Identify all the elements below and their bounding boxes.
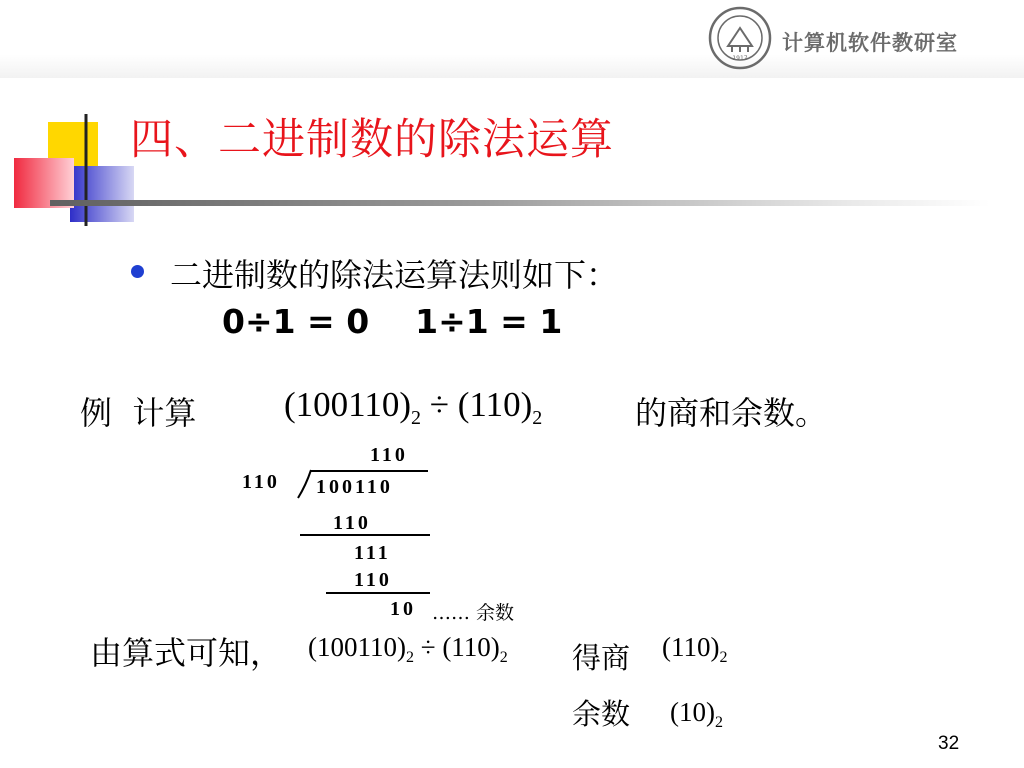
- remainder-label: 余数: [572, 697, 631, 731]
- university-seal-logo: [708, 6, 772, 70]
- example-dividend-base: 2: [411, 407, 422, 429]
- example-divisor-base: 2: [532, 407, 543, 429]
- remainder-base: 2: [714, 714, 723, 731]
- example-divisor: (110): [457, 385, 533, 424]
- example-operator: ÷: [421, 385, 458, 424]
- remainder-value: [670, 697, 723, 731]
- remainder-number: (10): [670, 697, 715, 727]
- page-number: 32: [938, 733, 960, 754]
- bullet-dot: [131, 265, 144, 278]
- ld-step1-line: [300, 534, 430, 536]
- conclusion-operator: ÷: [413, 632, 443, 662]
- ld-quotient: 110: [370, 444, 408, 466]
- quotient-number: (110): [662, 632, 720, 662]
- ld-step2-subtract: 110: [354, 569, 392, 591]
- ld-dividend: 100110: [316, 476, 393, 498]
- ld-final-remainder: 10: [390, 598, 416, 620]
- ld-quotient-bar: [310, 470, 428, 472]
- ld-remainder-note: …… 余数: [432, 602, 515, 624]
- conclusion-dividend-base: 2: [405, 649, 414, 666]
- slide-title: 四、二进制数的除法运算: [130, 115, 614, 165]
- conclusion-divisor-base: 2: [499, 649, 508, 666]
- quotient-label: 得商: [572, 641, 631, 675]
- decorative-squares: [14, 108, 144, 230]
- example-suffix: 的商和余数。: [635, 394, 828, 432]
- conclusion-label: 由算式可知，: [90, 634, 283, 672]
- ld-step1-subtract: 110: [333, 512, 371, 534]
- quotient-value: [662, 632, 728, 666]
- ld-divisor: 110: [242, 471, 280, 493]
- example-expression: [284, 385, 543, 429]
- ld-step2-line: [326, 592, 430, 594]
- ld-division-bracket: [297, 469, 317, 499]
- example-label: 例 计算: [80, 394, 197, 432]
- org-name: 计算机软件教研室: [782, 30, 958, 55]
- bullet-text: 二进制数的除法运算法则如下：: [170, 256, 619, 294]
- conclusion-expression: [308, 632, 508, 666]
- svg-text:1917: 1917: [732, 55, 748, 62]
- conclusion-divisor: (110): [442, 632, 500, 662]
- title-underline: [50, 200, 990, 206]
- quotient-base: 2: [719, 649, 728, 666]
- ld-step1-remainder: 111: [354, 542, 391, 564]
- example-dividend: (100110): [284, 385, 412, 424]
- conclusion-dividend: (100110): [308, 632, 406, 662]
- division-rules: 0÷1 = 0 1÷1 = 1: [222, 302, 563, 341]
